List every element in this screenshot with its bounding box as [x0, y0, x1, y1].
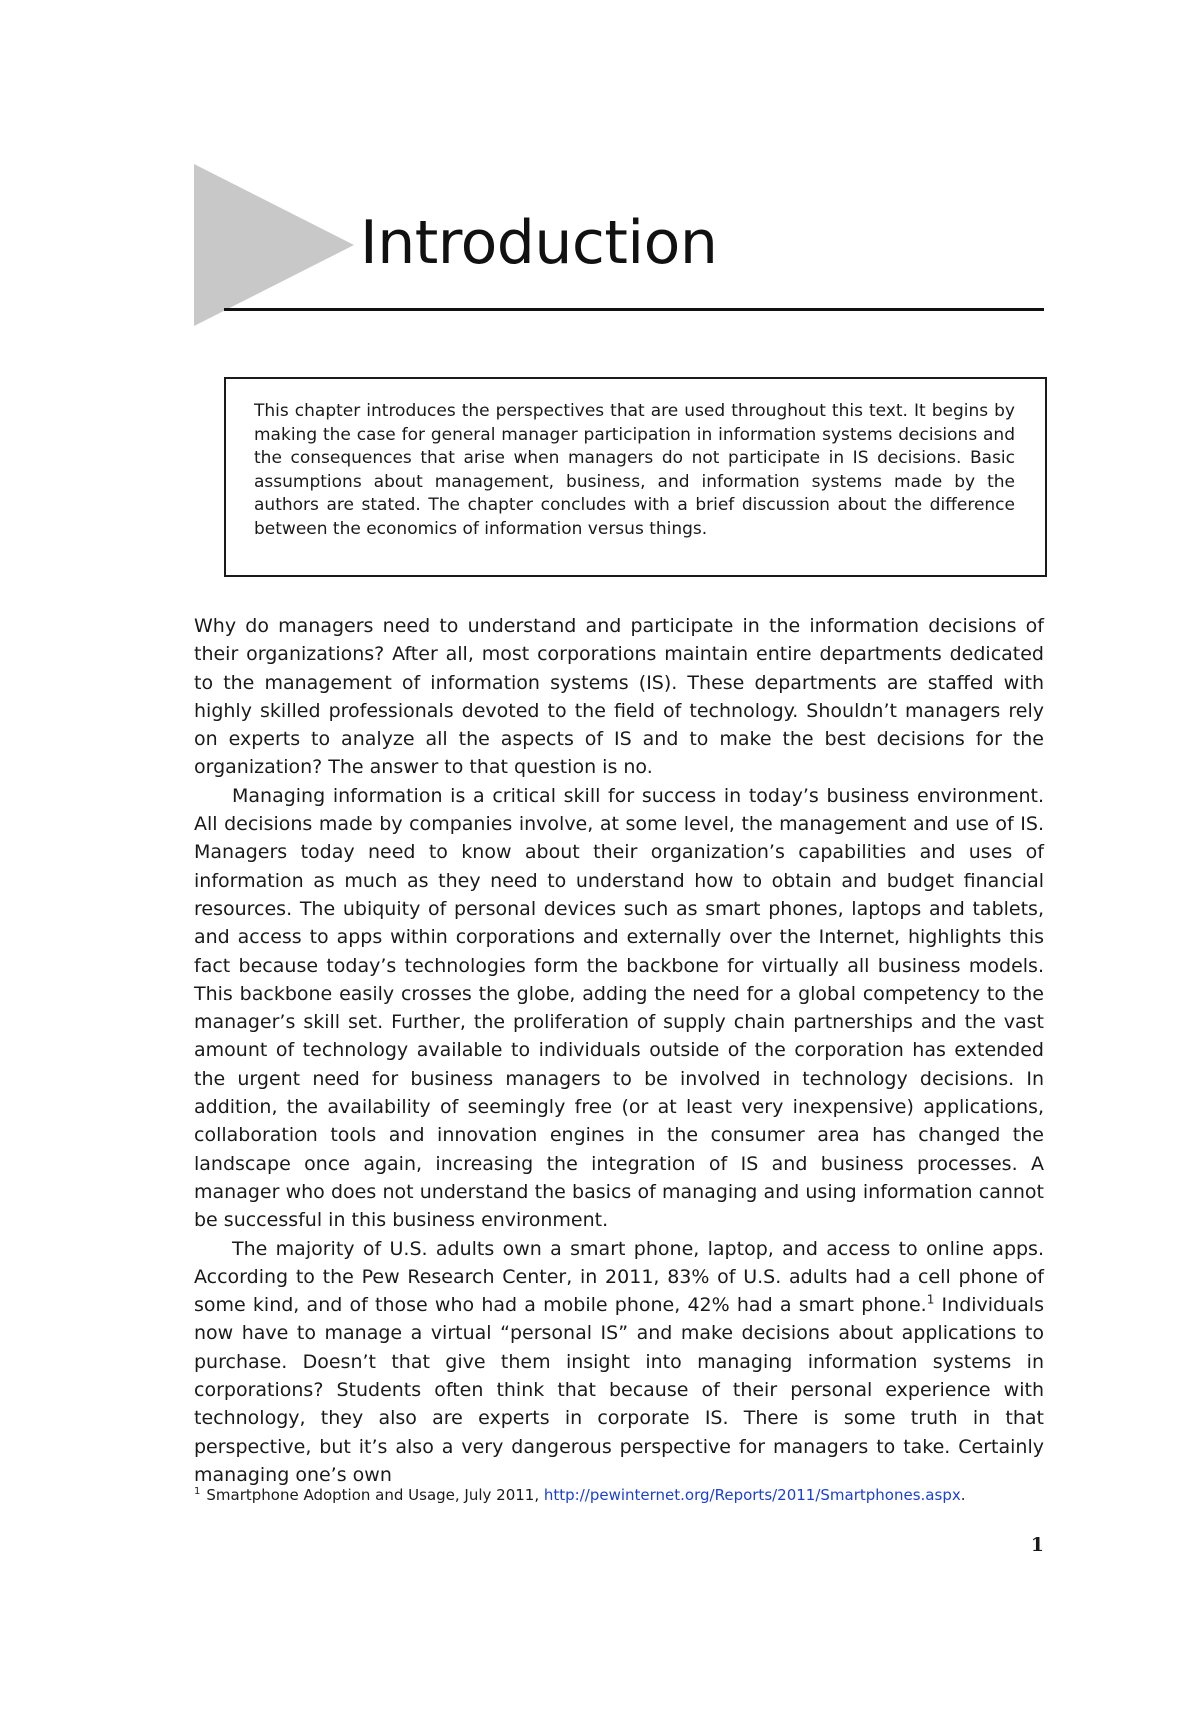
- chapter-abstract-box: [224, 377, 1047, 577]
- footnote-link[interactable]: http://pewinternet.org/Reports/2011/Smartphones.aspx: [543, 1486, 961, 1504]
- footnote: [194, 1485, 1044, 1505]
- footnote-mark: 1: [194, 1486, 201, 1497]
- footnote-period: .: [960, 1486, 966, 1504]
- chapter-triangle-marker: [194, 164, 354, 326]
- paragraph-2: Managing information is a critical skill for success in today’s business environment. All decisions made by companies involve, at some level, the management and use of IS. Managers today need to know about their organization’s capabilities and uses of information as much as they need to understand how to obtain and budget financial resources. The ubiquity of personal devices such as smart phones, laptops and tablets, and access to apps within corporations and externally over the Internet, highlights this fact because today’s technologies form the backbone for virtually all business models. This backbone easily crosses the globe, adding the need for a global competency to the manager’s skill set. Further, the proliferation of supply chain partnerships and the vast amount of technology available to individuals outside of the corporation has extended the urgent need for business managers to be involved in technology decisions. In addition, the availability of seemingly free (or at least very inexpensive) applications, collaboration tools and innovation engines in the consumer area has changed the landscape once again, increasing the integration of IS and business processes. A manager who does not understand the basics of managing and using information cannot be successful in this business environment.: [194, 784, 1044, 1232]
- paragraph-1: Why do managers need to understand and participate in the information decisions of their organizations? After all, most corporations maintain entire departments dedicated to the management of information systems (IS). These departments are staffed with highly skilled professionals devoted to the field of technology. Shouldn’t managers rely on experts to analyze all the aspects of IS and to make the best decisions for the organization? The answer to that question is no.: [194, 615, 1044, 779]
- title-rule: [224, 308, 1044, 311]
- paragraph-3: [194, 1235, 1044, 1490]
- page-number: 1: [1030, 1534, 1044, 1556]
- body-text: [194, 612, 1044, 1489]
- chapter-abstract-text: This chapter introduces the perspectives that are used throughout this text. It begins by making the case for general manager participation in information systems decisions and the consequences that arise when managers do not participate in IS decisions. Basic assumptions about management, business, and information systems made by the authors are stated. The chapter concludes with a brief discussion about the difference between the economics of information versus things.: [254, 401, 1015, 539]
- paragraph-3-lead: The majority of U.S. adults own a smart phone, laptop, and access to online apps. According to the Pew Research Center, in 2011, 83% of U.S. adults had a cell phone of some kind, and of those who had a mobile phone, 42% had a smart phone.: [194, 1237, 1044, 1317]
- footnote-reference[interactable]: 1: [926, 1292, 935, 1307]
- paragraph-3-rest: Individuals now have to manage a virtual “personal IS” and make decisions about applications to purchase. Doesn’t that give them insight into managing information systems in corporations? Students often think that because of their personal experience with technology, they also are experts in corporate IS. There is some truth in that perspective, but it’s also a very dangerous perspective for managers to take. Certainly managing one’s own: [194, 1294, 1044, 1486]
- chapter-title: Introduction: [360, 208, 718, 278]
- footnote-text: Smartphone Adoption and Usage, July 2011,: [206, 1486, 544, 1504]
